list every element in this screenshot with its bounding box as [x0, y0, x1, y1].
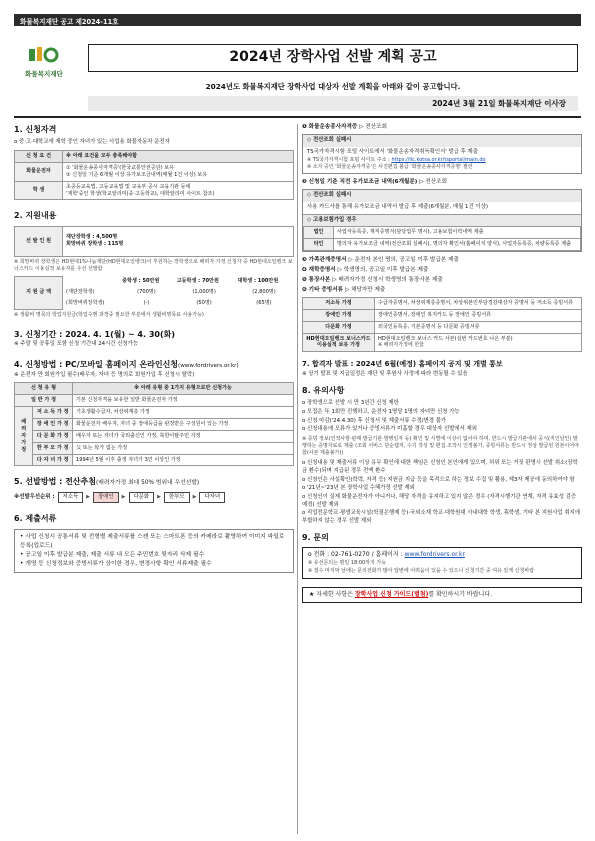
section-title: 9. 문의 [302, 532, 329, 542]
list-item: o 신청인은 사실확인(학력, 자격 등) 지원금 지급 등을 목적으로 하는 정보 수집 및 활용, 제3자 제공에 동의하여야 함 [302, 476, 575, 483]
doc-item-5: ❺ 통장사본 ▷ 배려자가정 신청시 학생명의 통장사본 제출 [302, 277, 443, 284]
amount-row-label: (희망바퀴장학생) [66, 300, 105, 307]
type-multicultural: 다 문 화 가 정 [33, 430, 73, 442]
section-documents [14, 513, 294, 572]
arrow-right-icon: ▶ [86, 494, 91, 501]
priority-chip: 장애인 [93, 492, 119, 504]
section-title: 2. 지원내용 [14, 211, 57, 221]
type-many-children: 다 자 녀 가 정 [33, 454, 73, 466]
homepage-url[interactable]: (www.fordrivers.or.kr) [178, 362, 239, 369]
list-item: o 신청인이 실제 화물운전자가 아니거나, 해당 자격을 유지하고 있지 않은 경우 (자격시행기관 연계, 자격 유효성 검증 예정) 선발 제외 [302, 493, 577, 508]
section-title: 5. 선발방법 : 전산추첨(배려자가정 최대 50% 범위내 우선선발) [14, 477, 200, 487]
fallback-bar: ◇ 전산조회 실패시 [303, 135, 581, 147]
type-desc: 父 또는 母가 없는 가정 [73, 442, 294, 454]
priority-chip: 다문화 [129, 492, 155, 504]
section-selection [14, 476, 294, 503]
list-item: • 사업 신청시 공통서류 및 전형별 제출서류를 스캔 또는 스마트폰 등의 카메라로 촬영하여 이미지 파일로 등록(업로드) [20, 533, 285, 549]
column-divider [297, 124, 298, 834]
type-desc: 기초생활수급자, 차상위계층 가정 [73, 407, 294, 419]
fallback-bar: ◇ 전산조회 실패시 [303, 190, 581, 202]
table-header: ※ 아래 유형 중 1가지 유형으로만 신청가능 [73, 383, 294, 395]
type-single-parent: 한 부 모 가 정 [33, 442, 73, 454]
list-item: o '21년~'23년 본 장학사업 수혜가정 선발 제외 [302, 485, 415, 492]
student-requirements: 초중등교육법, 고등교육법 및 교육부 공시 교육기관 등에 '재학'중인 학생(학교알리미(중·고등학교), 대학알리미 사이트 참조) [63, 181, 294, 200]
amount-cell: (700명) [137, 289, 156, 296]
period-note: ※ 주말 및 공휴일 포함 신청 기간내 24시간 신청가능 [14, 341, 139, 348]
section-cautions [302, 385, 582, 526]
list-item: o 신청내용 및 제출서류 이상 유무 확인에 대한 책임은 신청인 본인에게 있으며, 허위 또는 거짓 판명시 선발 취소(장학금 환수)되며 지급된 경우 전액 환수 [302, 460, 578, 474]
amount-table [14, 276, 294, 310]
arrow-right-icon: ▶ [121, 494, 126, 501]
doc-item-1: ❶ 화물운송종사자격증 ▷ 전산조회 [302, 124, 387, 130]
other-docs-table: 저소득 가정 수급자증명서, 차상위계층증명서, 차상위본인부담경감대상자 증명서 등 저소득 증빙서류 장애인 가정 장애인증명서, 장애인 복지카드 등 장애인 증빙서류 다문화 가정 외국인등록증, 기본증명서 등 다문화 증빙서류 HD현대오일뱅크 보너스카드 이용실적 보유 가정 HD현대오일뱅크 보너스 카드 사본(실번 카드번호 나온 부분) ※ 배려자가정에 한함 [302, 297, 582, 352]
list-item: • 개명 등 신청정보와 증빙서류가 상이한 경우, 변경사항 확인 서류제출 필수 [20, 560, 212, 567]
list-item: ※ 증빙 정보(인적사항·판매·발급기관·발행일자 등) 확인 및 식별에 이상이 없어야 하며, 반드시 발급기관에서 공식(직인날인) 발행하는 증명자료로 제출 (조회 서비스 단순캡처, 수기 작성 및 편집 조작시 인정불가, 증빙서류는 반드시 정상 발급된 원본이어야 함(사본 제출불가)) [302, 435, 579, 457]
logo-mark-icon [16, 46, 72, 68]
type-general: 일 반 가 정 [15, 395, 73, 407]
section-title: 3. 신청기간 : 2024. 4. 1(월) ~ 4. 30(화) [14, 329, 175, 339]
type-low-income: 저 소 득 가 정 [33, 407, 73, 419]
priority-chip: 다자녀 [199, 492, 225, 504]
insurance-table: 법인 사업자등록증, 재직증명서(담당업무 명시), 고용보험이력내역 제출 타인 명의자 유가보조금 내역(전산조회 실패시), 명의자 확인서(홈페이지 양식), 사업자등록증, 차량등록증 제출 [303, 226, 581, 251]
section-title: 4. 신청방법 : PC/모바일 홈페이지 온라인신청(www.fordrivers.or.kr) [14, 359, 239, 369]
list-item: o 신청 마감('24.4.30) 후 신청서 및 제출서류 수정/변경 불가 [302, 417, 447, 424]
right-column [302, 124, 582, 603]
amount-cell: (-) [143, 300, 150, 307]
selection-table [14, 226, 294, 257]
doc-item-3: ❸ 가족관계증명서 ▷ 운전자 본인 명의, 공고일 이후 발급본 제출 [302, 257, 459, 264]
type-disabled: 장 애 인 가 정 [33, 418, 73, 430]
section-title: 7. 합격자 발표 : 2024년 6월(예정) 홈페이지 공지 및 개별 통보 [302, 360, 503, 369]
section-title: 6. 제출서류 [14, 514, 57, 524]
arrow-right-icon: ▶ [192, 494, 197, 501]
priority-chip: 저소득 [58, 492, 84, 504]
priority-order [14, 492, 294, 504]
announcement-date: 2024년 3월 21일 화물복지재단 이사장 [88, 96, 578, 111]
section-contact [302, 532, 582, 604]
doc-item-4: ❹ 재학증명서 ▷ 학생명의, 공고일 이후 발급본 제출 [302, 267, 429, 274]
section-eligibility [14, 124, 294, 200]
caution-list [302, 400, 582, 525]
section-support [14, 210, 294, 318]
method-note: ※ 운전자 만 회원가입 필수(배우자, 자녀 등 명의로 회원가입 후 신청시 탈락) [14, 371, 195, 378]
amount-uni: 대학생 : 100만원 [237, 278, 279, 285]
logo [16, 46, 72, 78]
contact-box: o 전화 : 02-761-0270 / 홈페이지 : www.fordrivers.or.kr ※ 유선문의는 평일 18:00까지 가능 ※ 접수 마지막 날에는 문의전화가 많아 답변에 어려움이 있을 수 있으니 신청기간 중 여유 있게 신청바람 [302, 547, 582, 579]
student-label: 학 생 [15, 181, 63, 200]
list-item: o 신청내용에 오류가 있거나 증빙서류가 미흡할 경우 대상자 선발에서 제외 [302, 426, 477, 433]
announcement-note: ※ 상기 발표 및 지급일정은 재단 및 후원사 사정에 따라 변동될 수 있음 [302, 371, 468, 378]
list-item: o 직업전문학교·평생교육시설(학점은행제 등)·국외소재 학교·대학원대 사내대학 학생, 휴학생, 기타 본 지원사업 취지에 부합하지 않는 경우 선발 제외 [302, 510, 580, 524]
ts-portal-link[interactable]: https://lic.kotsa.or.kr/tsportal/main.do [391, 157, 486, 164]
list-item: • 공고일 이후 발급분 제출, 제출 서류 내 모든 주민번호 뒷자리 삭제 필수 [20, 551, 205, 558]
notice-number-bar: 화물복지재단 공고 제2024-11호 [14, 14, 581, 26]
doc-item-2: ❷ 신청일 기준 직전 유가보조금 내역(6개월분) ▷ 전산조회 [302, 179, 447, 186]
table-header: 신 청 요 건 [15, 151, 63, 163]
amount-row-label: (재단장학생) [66, 289, 95, 296]
page-title: 2024년 장학사업 선발 계획 공고 [88, 44, 578, 72]
amount-note: ※ 생활비 명목의 학업지원금(학업수행 과정중 필요한 부분에서 생활비명목료 사용가능) [14, 311, 204, 318]
eligibility-intro: o 중·고·대학교에 재학 중인 자녀가 있는 사업용 화물자동차 운전자 [14, 139, 170, 146]
doc-item-6: ❻ 기타 증빙서류 ▷ 해당자만 제출 [302, 286, 386, 293]
priority-chip: 한부모 [164, 492, 190, 504]
selection-count: 재단장학생 : 4,500명 희망바퀴 장학생 : 115명 [63, 226, 294, 256]
table-header: 신 청 유 형 [15, 383, 73, 395]
homepage-link[interactable]: www.fordrivers.or.kr [404, 550, 465, 558]
doc-item-2-box: ◇ 전산조회 실패시 사용 카드사를 통해 유가보조금 내역서 발급 후 제출(6개월분, 매월 1건 이상) ◇ 고용보험가입 경우 법인 사업자등록증, 재직증명서(담당업무 명시), 고용보험이력내역 제출 타인 명의자 유가보조금 내역(전산조회 실패시), 명의자 확인서(홈페이지 양식), 사업자등록증, 차량등록증 제출 [302, 189, 582, 252]
guide-link[interactable]: 장학사업 신청 가이드(별첨) [354, 590, 429, 598]
amount-cell: (65명) [256, 300, 272, 307]
priority-label: ※선발우선순위 : [14, 493, 55, 500]
type-care: 배 려 자 가 정 [15, 407, 33, 466]
type-desc: 1994년 5월 이후 출생 자녀가 3인 이상인 가정 [73, 454, 294, 466]
header-divider [14, 116, 581, 118]
selection-label: 선 발 인 원 [15, 226, 63, 256]
type-desc: 기본 신청자격을 보유한 일반 화물운전자 가정 [73, 395, 294, 407]
type-desc: 배우자 또는 자녀가 국외출신인 가정, 북한이탈주민 가정 [73, 430, 294, 442]
type-table [14, 382, 294, 466]
table-header: ※ 아래 요건을 모두 충족해야함 [63, 151, 294, 163]
logo-name: 화물복지재단 [25, 70, 63, 78]
section-title: 1. 신청자격 [14, 125, 57, 134]
left-column [14, 124, 294, 583]
amount-high: 고등학생 : 70만원 [176, 278, 219, 285]
amount-cell: (50명) [196, 300, 212, 307]
section-announcement [302, 360, 582, 379]
selection-note: ※ 희망바퀴 장학생은 HD현대1%나눔재단(HD현대오일뱅크)이 후원하는 장학생으로 배려자 가정 신청자 중 HD현대오일뱅크 보너스카드 이용실적 보유자를 우선 선발함 [14, 258, 293, 272]
amount-cell: (1,000명) [192, 289, 216, 296]
guide-notice: ★ 자세한 사항은 장학사업 신청 가이드(별첨)를 확인하시기 바랍니다. [302, 587, 582, 604]
section-method [14, 359, 294, 467]
driver-label: 화물운전자 [15, 162, 63, 181]
driver-requirements: ① '화물운송종사자격증'(한국교통안전공단) 보유 ② 신청일 기준 6개월 이상 유가보조금내역(매월 1건 이상) 보유 [63, 162, 294, 181]
list-item: o 장학생으로 선발 시 만 3년간 신청 제한 [302, 400, 399, 407]
eligibility-table [14, 150, 294, 200]
list-item: o 모집은 年 1회만 진행하고, 운전자 1명당 1명의 자녀만 신청 가능 [302, 408, 460, 415]
section-period [14, 329, 294, 349]
amount-label: 지 원 금 액 [15, 276, 63, 309]
page-subtitle: 2024년도 화물복지재단 장학사업 대상자 선발 계획을 아래와 같이 공고합니다. [205, 82, 461, 91]
amount-middle: 중학생 : 50만원 [122, 278, 160, 285]
section-title: 8. 유의사항 [302, 385, 345, 395]
insurance-bar: ◇ 고용보험가입 경우 [303, 214, 581, 227]
amount-cell: (2,800명) [252, 289, 276, 296]
documents-box [14, 529, 294, 573]
arrow-right-icon: ▶ [157, 494, 161, 501]
type-desc: 화물운전자 배우자, 자녀 중 장애등급을 판정받은 구성원이 있는 가정 [73, 418, 294, 430]
doc-item-1-box: ◇ 전산조회 실패시 TS국가자격시험 포털 사이트에서 '화물운송자격취득확인서' 발급 후 제출 ※ TS국가자격시험 포털 사이트 주소 : https://lic.kotsa.or.kr/tsportal/main.do ※ 소지 중인 '화물운송자격증'은 사진편집 불급 '화물운송종사자격증명' 필런 [302, 134, 582, 175]
